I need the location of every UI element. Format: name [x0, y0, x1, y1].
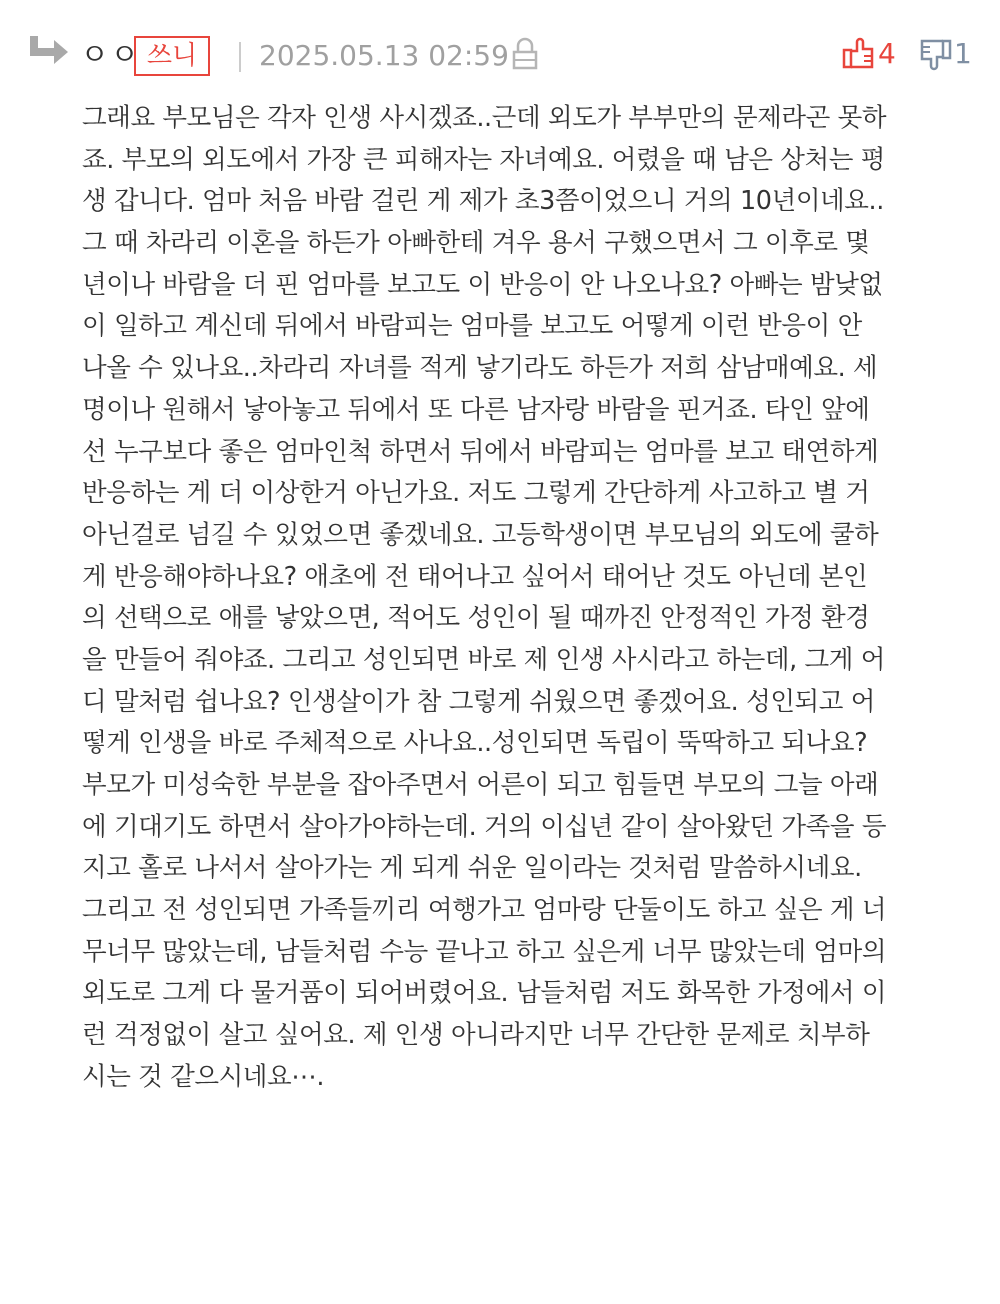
comment-line: 떻게 인생을 바로 주체적으로 사나요..성인되면 독립이 뚝딱하고 되나요?: [82, 728, 868, 759]
comment-line: 선 누구보다 좋은 엄마인척 하면서 뒤에서 바람피는 엄마를 보고 태연하게: [82, 436, 879, 467]
header-divider: [239, 42, 241, 72]
thumbs-up-icon: [842, 36, 876, 70]
comment-line: 아닌걸로 넘길 수 있었으면 좋겠네요. 고등학생이면 부모님의 외도에 쿨하: [82, 519, 879, 550]
comment-line: 부모가 미성숙한 부분을 잡아주면서 어른이 되고 힘들면 부모의 그늘 아래: [82, 770, 879, 800]
comment-line: 의 선택으로 애를 낳았으면, 적어도 성인이 될 때까진 안정적인 가정 환경: [82, 603, 870, 634]
comment-line: 무너무 많았는데, 남들처럼 수능 끝나고 하고 싶은게 너무 많았는데 엄마의: [82, 936, 887, 967]
thumbs-down-icon: [918, 38, 952, 72]
comment-line: 을 만들어 줘야죠. 그리고 성인되면 바로 제 인생 사시라고 하는데, 그게 어: [82, 644, 885, 675]
comment-line: 그리고 전 성인되면 가족들끼리 여행가고 엄마랑 단둘이도 하고 싶은 게 너: [82, 895, 887, 926]
comment-body: [82, 98, 968, 1099]
comment-date: 2025.05.13 02:59: [259, 39, 509, 72]
comment-line: 반응하는 게 더 이상한거 아닌가요. 저도 그렇게 간단하게 사고하고 별 거: [82, 478, 870, 509]
comment-line: 런 걱정없이 살고 싶어요. 제 인생 아니라지만 너무 간단한 문제로 치부하: [82, 1020, 870, 1051]
comment-line: 디 말처럼 쉽나요? 인생살이가 참 그렇게 쉬웠으면 좋겠어요. 성인되고 어: [82, 686, 875, 717]
author-badge: 쓰니: [134, 36, 210, 76]
lock-icon[interactable]: [510, 36, 540, 72]
comment-line: 게 반응해야하나요? 애초에 전 태어나고 싶어서 태어난 것도 아닌데 본인: [82, 561, 868, 592]
comment-author[interactable]: ㅇㅇ: [80, 38, 140, 73]
comment-header: [0, 30, 1000, 84]
comment-line: 이 일하고 계신데 뒤에서 바람피는 엄마를 보고도 어떻게 이런 반응이 안: [82, 311, 862, 342]
dislike-count: 1: [954, 37, 972, 70]
comment-line: 외도로 그게 다 물거품이 되어버렸어요. 남들처럼 저도 화목한 가정에서 이: [82, 978, 887, 1009]
like-count: 4: [878, 37, 896, 70]
comment-line: 생 갑니다. 엄마 처음 바람 걸린 게 제가 초3쯤이었으니 거의 10년이네요..: [82, 186, 884, 217]
comment-line: 나올 수 있나요..차라리 자녀를 적게 낳기라도 하든가 저희 삼남매예요. 세: [82, 353, 878, 384]
comment-line: 지고 홀로 나서서 살아가는 게 되게 쉬운 일이라는 것처럼 말씀하시네요.: [82, 853, 862, 884]
comment-line: 그 때 차라리 이혼을 하든가 아빠한테 겨우 용서 구했으면서 그 이후로 몇: [82, 228, 870, 259]
comment-line: 년이나 바람을 더 핀 엄마를 보고도 이 반응이 안 나오나요? 아빠는 밤낮없: [82, 269, 883, 300]
comment-line: 그래요 부모님은 각자 인생 사시겠죠..근데 외도가 부부만의 문제라곤 못하: [82, 103, 887, 133]
comment-line: 시는 것 같으시네요⋯.: [82, 1061, 325, 1092]
comment-line: 에 기대기도 하면서 살아가야하는데. 거의 이십년 같이 살아왔던 가족을 등: [82, 811, 887, 842]
reply-arrow-icon: [26, 34, 70, 68]
comment-line: 명이나 원해서 낳아놓고 뒤에서 또 다른 남자랑 바람을 핀거죠. 타인 앞에: [82, 394, 870, 425]
comment-line: 죠. 부모의 외도에서 가장 큰 피해자는 자녀예요. 어렸을 때 남은 상처는 평: [82, 144, 885, 175]
